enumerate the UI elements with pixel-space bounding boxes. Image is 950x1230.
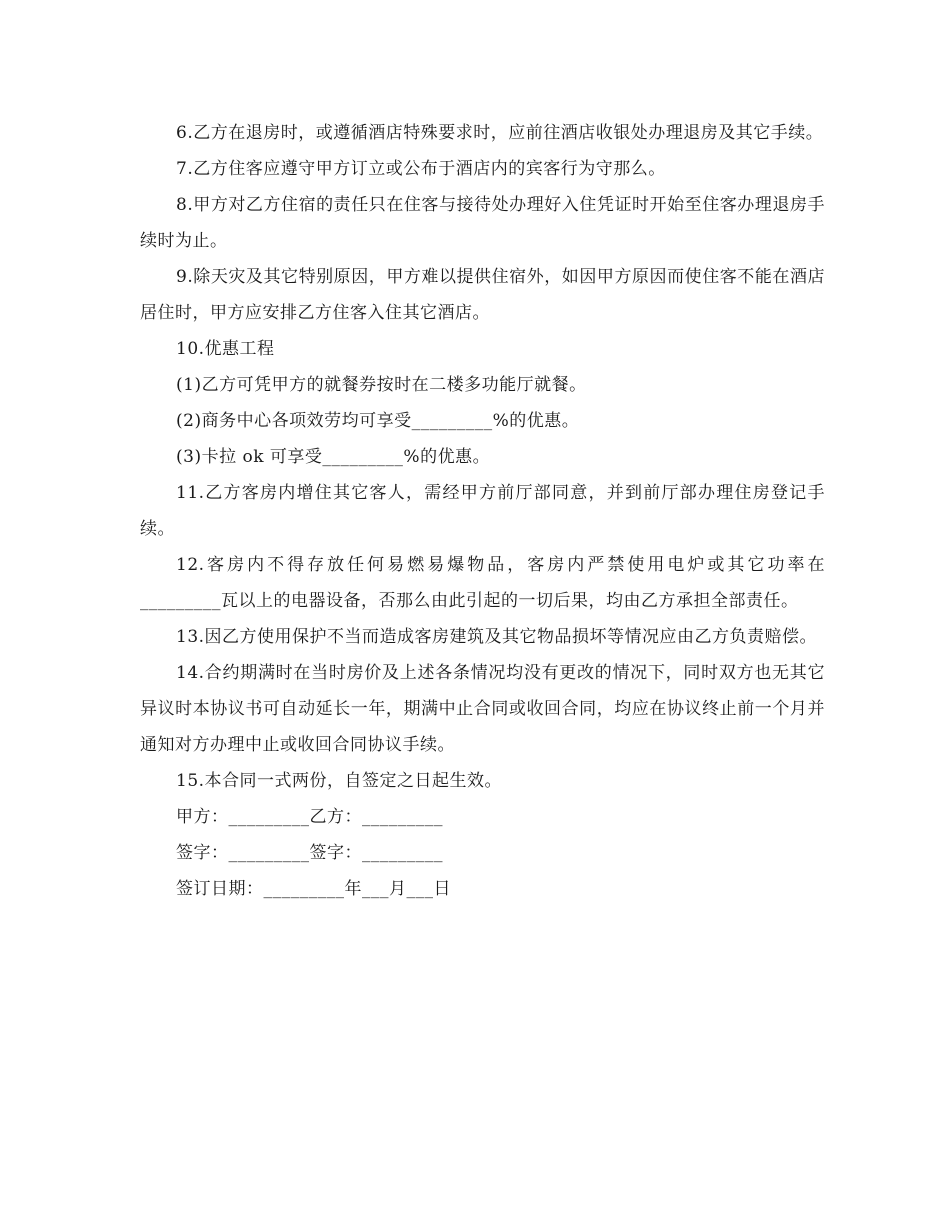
- clause-10-item-3: (3)卡拉 ok 可享受_________%的优惠。: [176, 447, 491, 467]
- clause-10-item-2: (2)商务中心各项效劳均可享受_________%的优惠。: [176, 411, 580, 431]
- signature-line: 签字：_________签字：_________: [176, 843, 443, 863]
- clause-9: 9.除天灾及其它特别原因，甲方难以提供住宿外，如因甲方原因而使住客不能在酒店居住时，甲方应安排乙方住客入住其它酒店。: [140, 267, 825, 323]
- clause-10-heading: 10.优惠工程: [176, 339, 275, 359]
- signing-date-line: 签订日期：_________年___月___日: [176, 879, 451, 899]
- clause-15: 15.本合同一式两份，自签定之日起生效。: [176, 771, 503, 791]
- clause-12: 12.客房内不得存放任何易燃易爆物品，客房内严禁使用电炉或其它功率在_________瓦以上的电器设备，否那么由此引起的一切后果，均由乙方承担全部责任。: [140, 555, 825, 611]
- clause-10-item-1: (1)乙方可凭甲方的就餐券按时在二楼多功能厅就餐。: [176, 375, 587, 395]
- clause-13: 13.因乙方使用保护不当而造成客房建筑及其它物品损坏等情况应由乙方负责赔偿。: [176, 627, 818, 647]
- clause-8: 8.甲方对乙方住宿的责任只在住客与接待处办理好入住凭证时开始至住客办理退房手续时为止。: [140, 195, 825, 251]
- clause-11: 11.乙方客房内增住其它客人，需经甲方前厅部同意，并到前厅部办理住房登记手续。: [140, 483, 825, 539]
- party-line: 甲方：_________乙方：_________: [176, 807, 443, 827]
- clause-7: 7.乙方住客应遵守甲方订立或公布于酒店内的宾客行为守那么。: [176, 159, 666, 179]
- clause-6: 6.乙方在退房时，或遵循酒店特殊要求时，应前往酒店收银处办理退房及其它手续。: [176, 123, 824, 143]
- clause-14: 14.合约期满时在当时房价及上述各条情况均没有更改的情况下，同时双方也无其它异议时本协议书可自动延长一年，期满中止合同或收回合同，均应在协议终止前一个月并通知对方办理中止或收回合同协议手续。: [140, 663, 825, 755]
